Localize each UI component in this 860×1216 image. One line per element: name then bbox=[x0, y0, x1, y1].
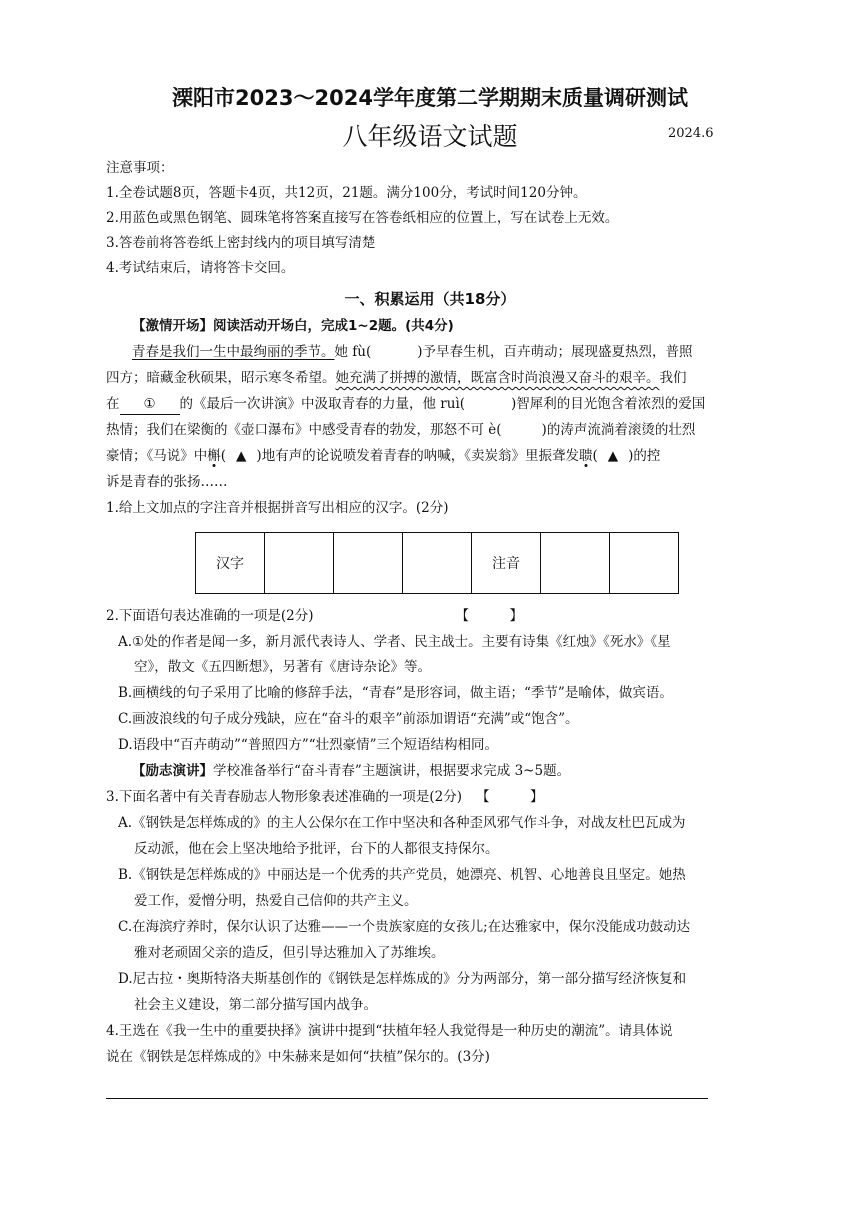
triangle-mark: ▲ bbox=[236, 448, 247, 464]
answer-bracket: 【 】 bbox=[476, 789, 544, 805]
answer-bracket: 【 】 bbox=[455, 608, 524, 624]
answer-table bbox=[195, 532, 679, 594]
answer-line[interactable] bbox=[106, 1098, 708, 1099]
passage-line-1: 青春是我们一生中最绚丽的季节。她 fù( )予早春生机，百卉萌动；展现盛夏热烈，普照 bbox=[132, 344, 693, 360]
question-2: 2.下面语句表达准确的一项是(2分) 【 】 bbox=[106, 608, 524, 624]
question-4: 4.王选在《我一生中的重要抉择》演讲中提到“扶植年轻人我觉得是一种历史的潮流”。请具体说 bbox=[106, 1023, 673, 1039]
question-1: 1.给上文加点的字注音并根据拼音写出相应的汉字。(2分) bbox=[106, 500, 449, 516]
section-heading: 一、积累运用（共18分） bbox=[344, 290, 516, 308]
q3-option-b: B.《钢铁是怎样炼成的》中丽达是一个优秀的共产党员，她漂亮、机智、心地善良且坚定。她热 bbox=[118, 867, 686, 883]
q2-option-c: C.画波浪线的句子成分残缺，应在“奋斗的艰辛”前添加谓语“充满”或“饱含”。 bbox=[118, 711, 579, 727]
hanzi-label: 汉字 bbox=[196, 533, 265, 594]
q3-option-d: D.尼古拉・奥斯特洛夫斯基创作的《钢铁是怎样炼成的》分为两部分，第一部分描写经济恢复和 bbox=[118, 971, 687, 987]
dotted-char: 聩 bbox=[578, 448, 593, 464]
q3-option-d-cont: 社会主义建设，第二部分描写国内战争。 bbox=[134, 997, 377, 1013]
q2-option-b: B.画横线的句子采用了比喻的修辞手法，“青春”是形容词，做主语；“季节”是喻体，做宾语。 bbox=[118, 685, 673, 701]
answer-cell[interactable] bbox=[334, 533, 403, 594]
answer-cell[interactable] bbox=[610, 533, 679, 594]
section-intro: 【激情开场】阅读活动开场白，完成1~2题。(共4分) bbox=[132, 318, 454, 334]
triangle-mark: ▲ bbox=[607, 448, 619, 464]
answer-cell[interactable] bbox=[541, 533, 610, 594]
passage-line-3: 在 ① 的《最后一次讲演》中汲取青春的力量，他 ruì( )智犀利的目光饱含着浓烈的爱国 bbox=[106, 394, 705, 415]
passage-line-4: 热情；我们在梁衡的《壶口瀑布》中感受青春的勃发，那怒不可 è( )的涛声流淌着滚烫的壮烈 bbox=[106, 422, 696, 438]
notes-heading: 注意事项： bbox=[106, 160, 174, 176]
answer-cell[interactable] bbox=[265, 533, 334, 594]
passage-line-6: 诉是青春的张扬…… bbox=[106, 474, 228, 490]
section-intro-2: 【励志演讲】学校准备举行“奋斗青春”主题演讲，根据要求完成 3~5题。 bbox=[132, 763, 571, 779]
q3-option-a-cont: 反动派，他在会上坚决地给予批评，台下的人都很支持保尔。 bbox=[134, 841, 499, 857]
note-item-2: 2.用蓝色或黑色钢笔、圆珠笔将答案直接写在答卷纸相应的位置上，写在试卷上无效。 bbox=[106, 210, 619, 226]
note-item-3: 3.答卷前将答卷纸上密封线内的项目填写清楚 bbox=[106, 235, 376, 251]
question-3: 3.下面名著中有关青春励志人物形象表述准确的一项是(2分) 【 】 bbox=[106, 789, 544, 805]
q2-option-a-cont: 空》，散文《五四断想》，另著有《唐诗杂论》等。 bbox=[134, 659, 431, 675]
q3-option-c: C.在海滨疗养时，保尔认识了达雅——一个贵族家庭的女孩儿;在达雅家中，保尔没能成功鼓动达 bbox=[118, 919, 691, 935]
wavy-sentence: 她充满了拼搏的激情，既富含时尚浪漫又奋斗的艰辛。 bbox=[335, 370, 660, 386]
passage-line-5: 豪情；《马说》中槲( ▲ )地有声的论说喷发着青春的呐喊，《卖炭翁》里振聋发聩( ▲ )的控 bbox=[106, 448, 661, 464]
exam-date: 2024.6 bbox=[668, 126, 714, 141]
q2-option-d: D.语段中“百卉萌动”“普照四方”“壮烈豪情”三个短语结构相同。 bbox=[118, 737, 499, 753]
exam-subtitle: 八年级语文试题 bbox=[342, 122, 518, 151]
q3-option-c-cont: 雅对老顽固父亲的造反，但引导达雅加入了苏维埃。 bbox=[134, 945, 445, 961]
passage-line-2: 四方；暗藏金秋硕果，昭示寒冬希望。她充满了拼搏的激情，既富含时尚浪漫又奋斗的艰辛。我们 bbox=[106, 370, 687, 386]
q2-option-a: A.①处的作者是闻一多，新月派代表诗人、学者、民主战士。主要有诗集《红烛》《死水》《星 bbox=[118, 634, 671, 650]
underlined-sentence: 青春是我们一生中最绚丽的季节。 bbox=[132, 344, 335, 360]
q3-option-a: A.《钢铁是怎样炼成的》的主人公保尔在工作中坚决和各种歪风邪气作斗争，对战友杜巴瓦成为 bbox=[118, 815, 686, 831]
q3-option-b-cont: 爱工作，爱憎分明，热爱自己信仰的共产主义。 bbox=[134, 893, 418, 909]
answer-cell[interactable] bbox=[403, 533, 472, 594]
note-item-1: 1.全卷试题8页，答题卡4页，共12页，21题。满分100分，考试时间120分钟。 bbox=[106, 185, 587, 201]
dotted-char: 槲 bbox=[207, 448, 221, 464]
zhuyin-label: 注音 bbox=[472, 533, 541, 594]
note-item-4: 4.考试结束后，请将答卡交回。 bbox=[106, 260, 295, 276]
question-4-cont: 说在《钢铁是怎样炼成的》中朱赫来是如何“扶植”保尔的。(3分) bbox=[106, 1049, 490, 1065]
author-blank: ① bbox=[120, 394, 180, 415]
exam-title: 溧阳市2023～2024学年度第二学期期末质量调研测试 bbox=[172, 86, 688, 110]
